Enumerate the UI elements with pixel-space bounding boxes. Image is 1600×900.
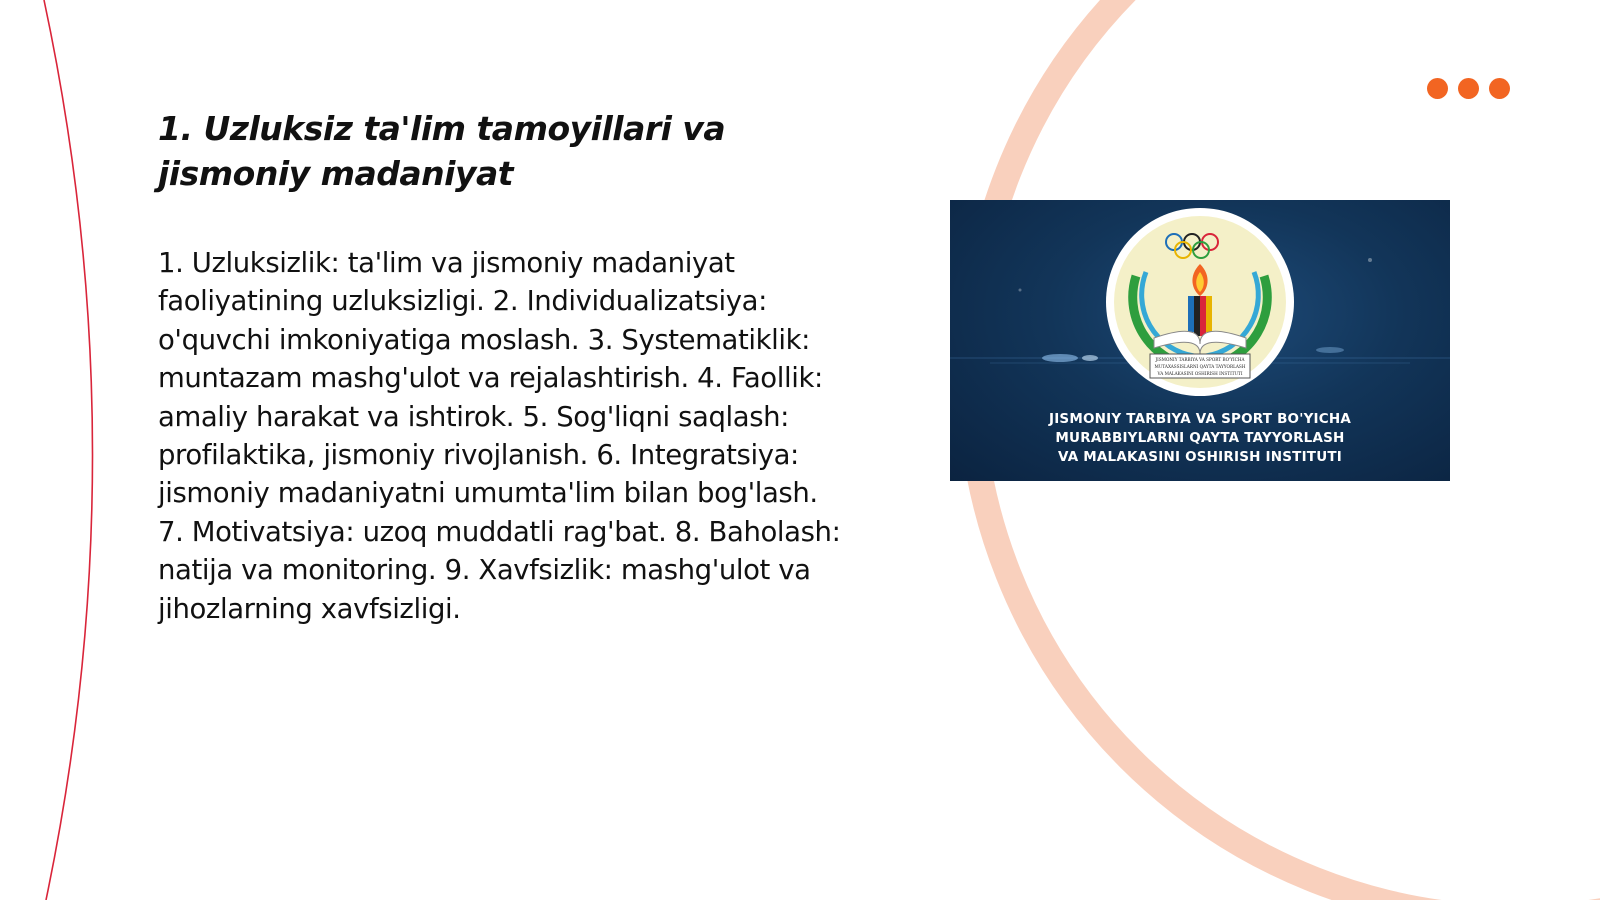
dot-2 xyxy=(1458,78,1479,99)
banner-line-1: JISMONIY TARBIYA VA SPORT BO'YICHA xyxy=(1048,411,1352,427)
slide-title xyxy=(158,106,878,196)
ellipsis-dots-icon xyxy=(1427,78,1517,100)
slide-body-text: 1. Uzluksizlik: ta'lim va jismoniy madaniyat faoliyatining uzluksizligi. 2. Individualizatsiya: o'quvchi imkoniyatiga moslash. 3. Systematiklik: muntazam mashg'ulot va rejalashtirish. 4. Faollik: amaliy harakat va ishtirok. 5. Sog'liqni saqlash: profilaktika, jismoniy rivojlanish. 6. Integratsiya: jismoniy madaniyatni umumta'lim bilan bog'lash. 7. Motivatsiya: uzoq muddatli rag'bat. 8. Baholash: natija va monitoring. 9. Xavfsizlik: mashg'ulot va jihozlarning xavfsizligi. xyxy=(158,247,841,625)
dot-1 xyxy=(1427,78,1448,99)
institute-image xyxy=(950,200,1450,481)
banner-line-2: MURABBIYLARNI QAYTA TAYYORLASH xyxy=(1055,430,1345,446)
slide-title-line-1: 1. Uzluksiz ta'lim tamoyillari va xyxy=(158,109,726,148)
olympic-torch-emblem-icon xyxy=(1104,206,1296,398)
left-red-curve xyxy=(44,0,93,900)
institute-banner xyxy=(950,410,1450,467)
emblem-text-1: JISMONIY TARBIYA VA SPORT BO'YICHA xyxy=(1155,357,1245,362)
emblem-text-2: MUTAXASSISLARNI QAYTA TAYYORLASH xyxy=(1154,364,1246,369)
slide-title-line-2: jismoniy madaniyat xyxy=(158,154,514,193)
emblem-text-3: VA MALAKASINI OSHIRISH INSTITUTI xyxy=(1157,371,1243,376)
banner-line-3: VA MALAKASINI OSHIRISH INSTITUTI xyxy=(1057,449,1343,465)
dot-3 xyxy=(1489,78,1510,99)
